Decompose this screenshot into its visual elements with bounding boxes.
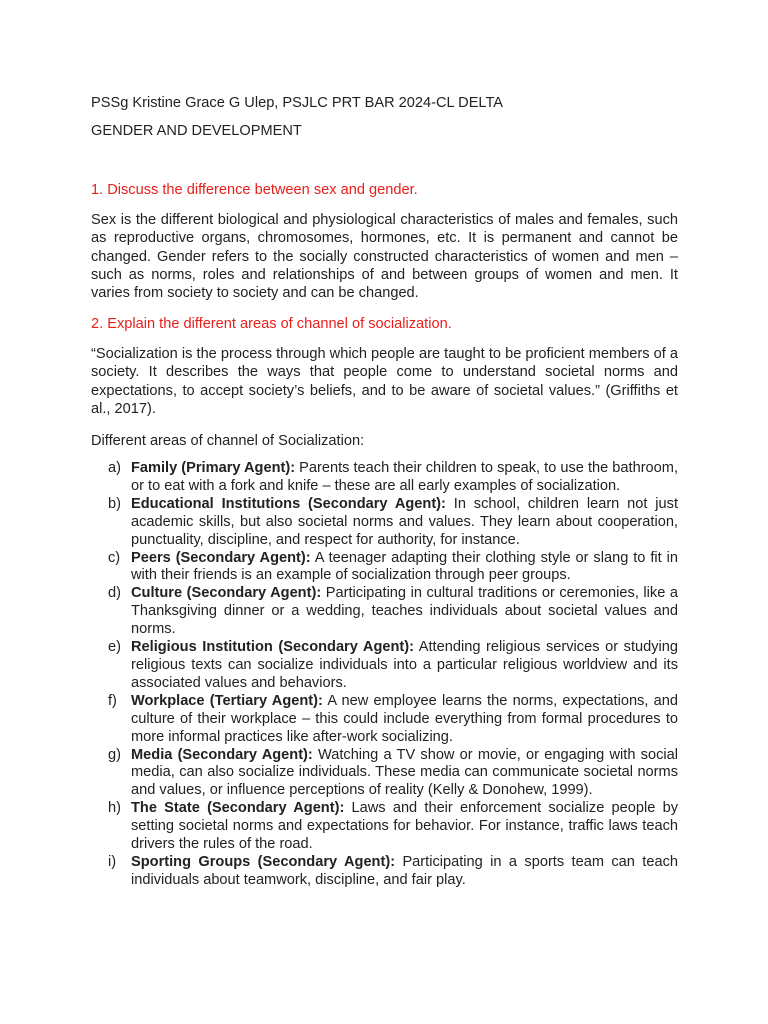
agent-description: Attending religious services or studying religious texts can socialize individuals into a particular religious worldview and its associated values and behaviors. <box>131 639 678 691</box>
agent-description: Participating in a sports team can teach individuals about teamwork, discipline, and fair play. <box>131 853 678 888</box>
author-line: PSSg Kristine Grace G Ulep, PSJLC PRT BAR 2024-CL DELTA <box>91 95 504 111</box>
list-item <box>91 585 678 639</box>
agent-term: Workplace (Tertiary Agent): <box>131 692 323 709</box>
agent-term: Sporting Groups (Secondary Agent): <box>131 853 396 870</box>
list-item <box>91 800 678 854</box>
agent-description: Laws and their enforcement socialize people by setting societal norms and expectations for behavior. For instance, traffic laws teach drivers the rules of the road. <box>131 800 678 853</box>
list-item <box>91 496 678 550</box>
agent-term: Peers (Secondary Agent): <box>131 549 311 566</box>
agent-description: Watching a TV show or movie, or engaging with social media, can also socialize individuals. These media can communicate societal norms and values, or influence perceptions of reality (Kelly & Donohew, 1999). <box>131 746 678 799</box>
list-marker: b) <box>108 495 121 512</box>
agent-description: Parents teach their children to speak, to use the bathroom, or to eat with a fork and knife – these are all early examples of socialization. <box>131 460 678 494</box>
list-item <box>91 639 678 693</box>
list-item <box>91 693 678 747</box>
agent-description: A teenager adapting their clothing style or slang to fit in with their friends is an example of socialization through peer groups. <box>131 549 678 584</box>
list-intro: Different areas of channel of Socialization: <box>91 433 365 449</box>
agent-description: Participating in cultural traditions or ceremonies, like a Thanksgiving dinner or a wedding, teaches individuals about societal values and norms. <box>131 585 678 638</box>
list-marker: f) <box>108 692 117 709</box>
agent-term: Family (Primary Agent): <box>131 460 296 476</box>
agent-description: In school, children learn not just academic skills, but also societal norms and values. They learn about cooperation, punctuality, discipline, and respect for authority, for instance. <box>131 495 679 548</box>
agent-term: Media (Secondary Agent): <box>131 746 313 763</box>
answer-1-paragraph: Sex is the different biological and physiological characteristics of males and females, such as reproductive organs, chromosomes, hormones, etc. It is permanent and cannot be changed. Gender refers to the socially constructed characteristics of women and men – such as norms, roles and relationships of and between groups of women and men. It varies from society to society and can be changed. <box>91 212 678 302</box>
list-marker: e) <box>108 639 121 656</box>
list-marker: a) <box>108 460 121 476</box>
agent-term: Religious Institution (Secondary Agent): <box>131 639 414 656</box>
list-item <box>91 854 678 890</box>
list-item <box>91 747 678 801</box>
document-title: GENDER AND DEVELOPMENT <box>91 123 302 139</box>
question-2: 2. Explain the different areas of channel of socialization. <box>91 316 452 332</box>
agent-term: The State (Secondary Agent): <box>131 800 345 817</box>
list-marker: c) <box>108 549 121 566</box>
list-marker: g) <box>108 746 121 763</box>
agent-term: Educational Institutions (Secondary Agent): <box>131 495 446 512</box>
agent-term: Culture (Secondary Agent): <box>131 585 322 602</box>
list-marker: i) <box>108 853 117 870</box>
list-marker: h) <box>108 800 121 817</box>
list-item <box>91 460 678 496</box>
socialization-quote: “Socialization is the process through which people are taught to be proficient members of a society. It describes the ways that people come to understand societal norms and expectations, to accept society’s beliefs, and to be aware of societal values.” (Griffiths et al., 2017). <box>91 346 678 417</box>
list-item <box>91 550 678 586</box>
socialization-agents-list <box>91 460 678 890</box>
list-marker: d) <box>108 585 121 602</box>
agent-description: A new employee learns the norms, expectations, and culture of their workplace – this could include everything from formal procedures to more informal practices like after-work socializing. <box>131 692 679 745</box>
question-1: 1. Discuss the difference between sex and gender. <box>91 182 418 198</box>
